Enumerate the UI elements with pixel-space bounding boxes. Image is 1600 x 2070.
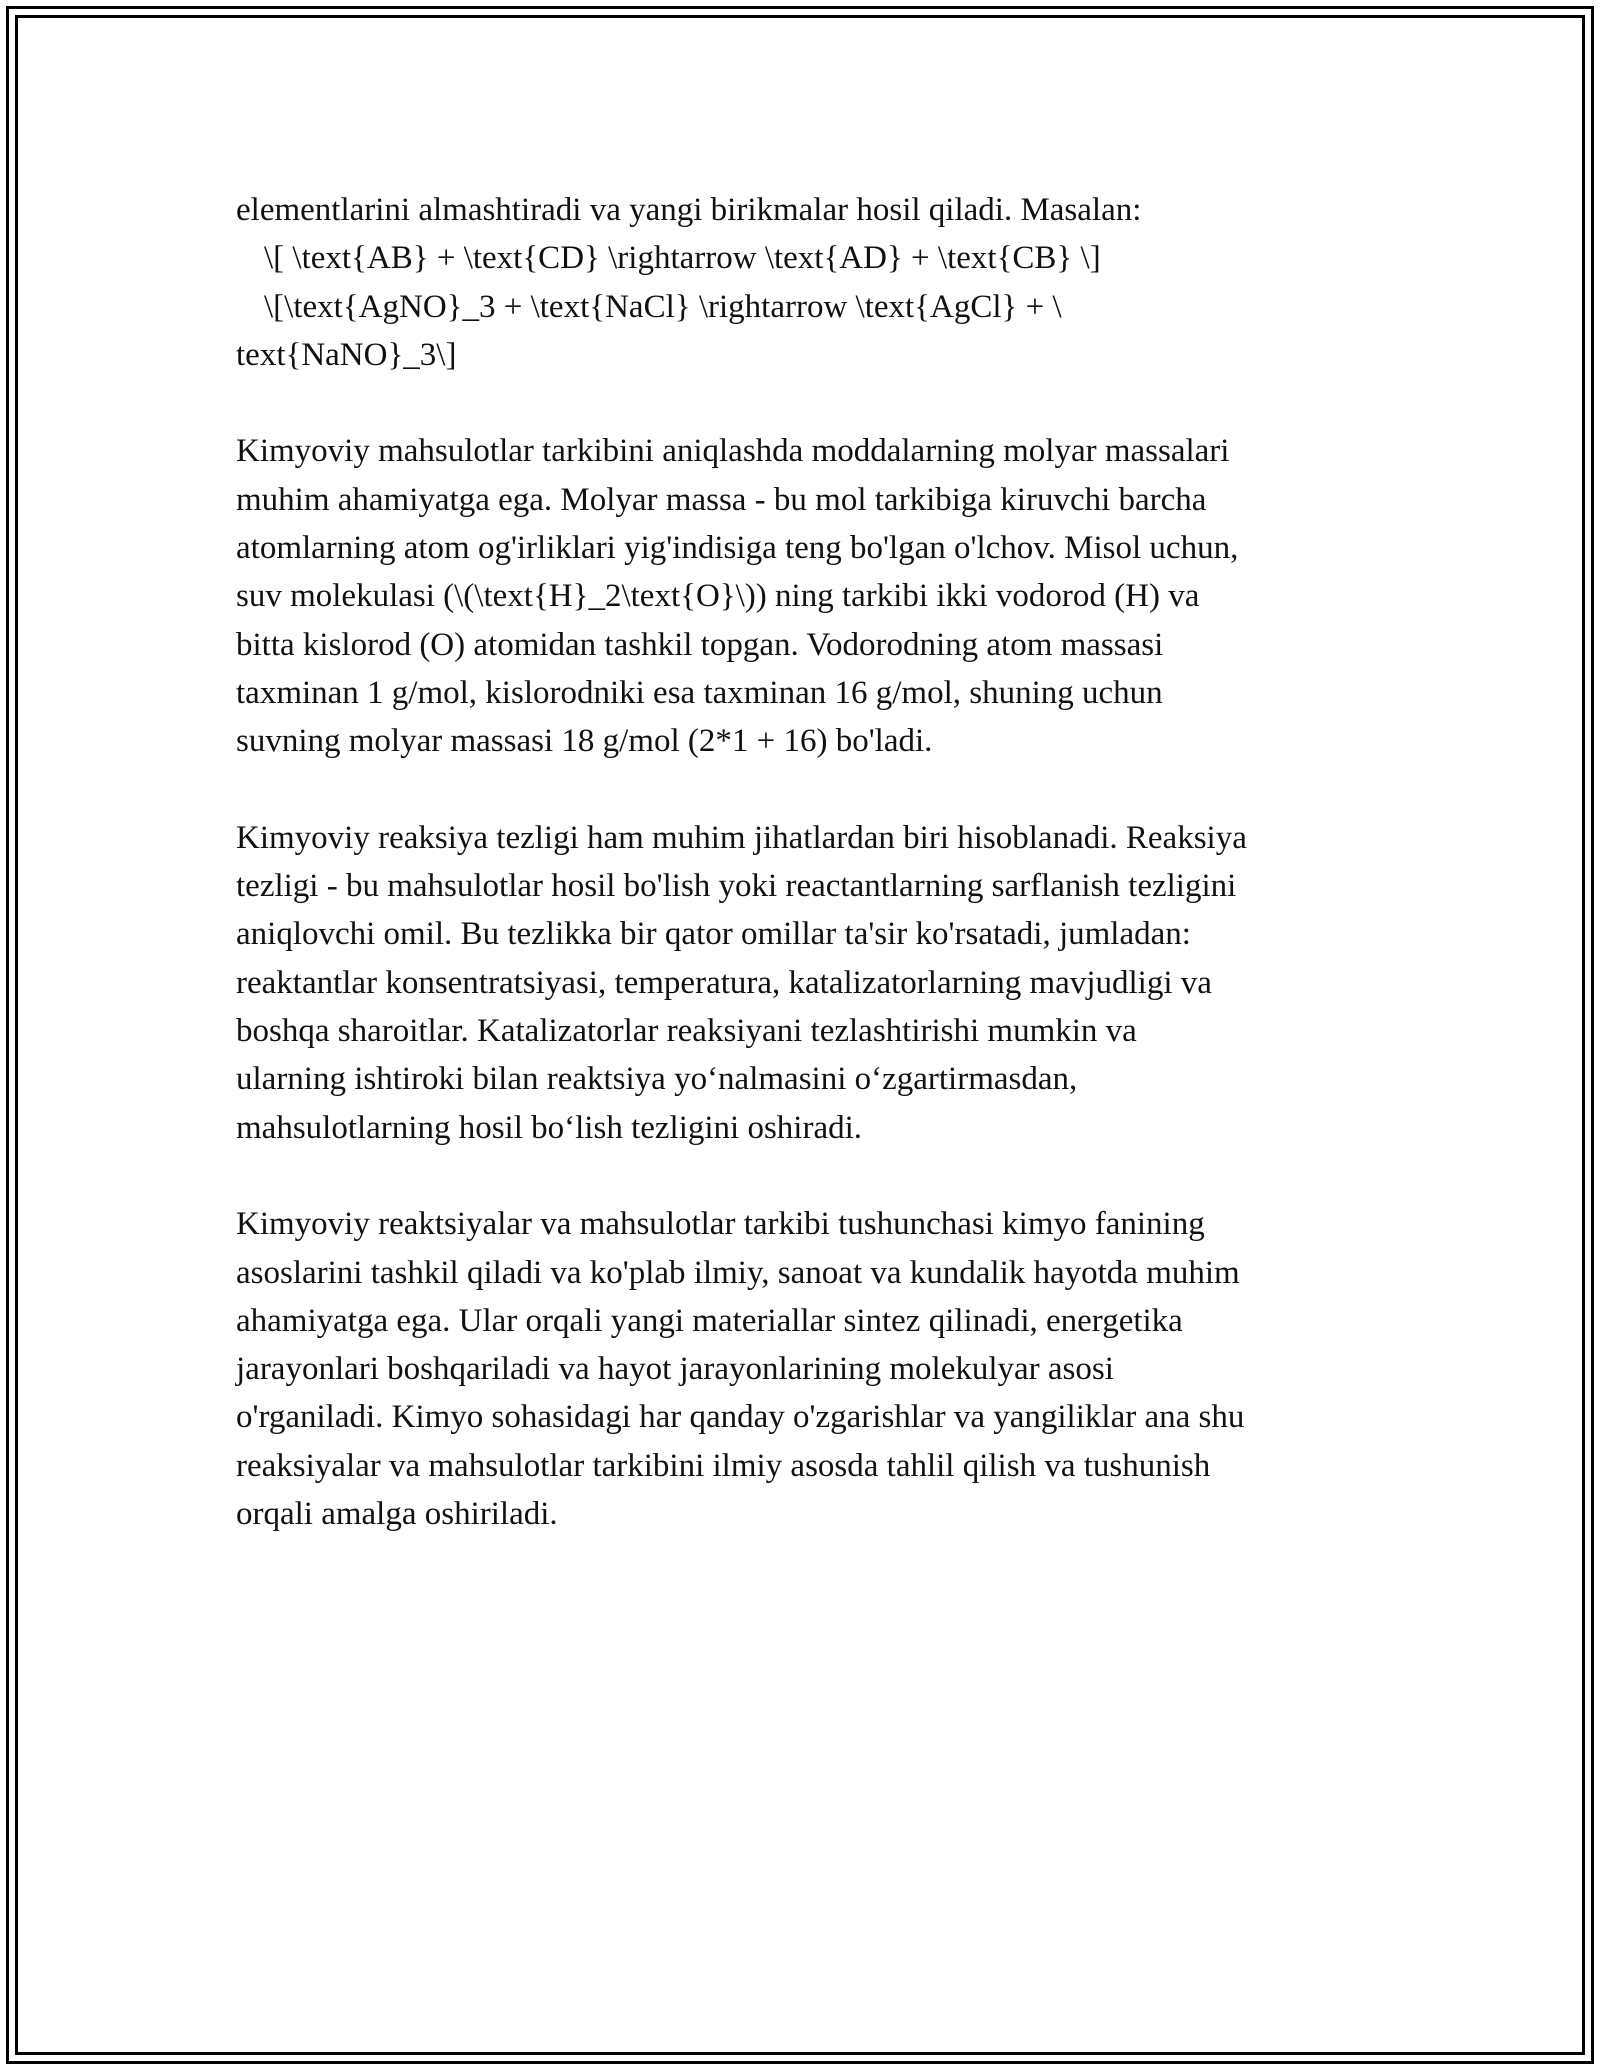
text-line: mahsulotlarning hosil bo‘lish tezligini oshiradi.	[236, 1109, 863, 1146]
text-line: Kimyoviy reaksiya tezligi ham muhim jihatlardan biri hisoblanadi. Reaksiya	[236, 819, 1247, 856]
text-line: boshqa sharoitlar. Katalizatorlar reaksiyani tezlashtirishi mumkin va	[236, 1013, 1137, 1050]
equation-line: \[ \text{AB} + \text{CD} \rightarrow \text{AD} + \text{CB} \]	[264, 240, 1101, 277]
text-line: atomlarning atom og'irliklari yig'indisiga teng bo'lgan o'lchov. Misol uchun,	[236, 530, 1239, 567]
document-body	[236, 186, 1366, 1587]
text-line: jarayonlari boshqariladi va hayot jarayonlarining molekulyar asosi	[236, 1351, 1114, 1388]
text-line: Kimyoviy reaktsiyalar va mahsulotlar tarkibi tushunchasi kimyo fanining	[236, 1206, 1205, 1243]
text-line: asoslarini tashkil qiladi va ko'plab ilmiy, sanoat va kundalik hayotda muhim	[236, 1254, 1240, 1291]
paragraph-molar-mass	[236, 427, 1366, 765]
paragraph-conclusion	[236, 1200, 1366, 1538]
text-line: tezligi - bu mahsulotlar hosil bo'lish yoki reactantlarning sarflanish tezligini	[236, 868, 1237, 905]
text-line: ahamiyatga ega. Ular orqali yangi materiallar sintez qilinadi, energetika	[236, 1302, 1183, 1339]
text-line: orqali amalga oshiriladi.	[236, 1496, 558, 1533]
intro-paragraph	[236, 186, 1366, 379]
text-line: elementlarini almashtiradi va yangi birikmalar hosil qiladi. Masalan:	[236, 192, 1142, 228]
paragraph-reaction-rate	[236, 814, 1366, 1152]
text-line: o'rganiladi. Kimyo sohasidagi har qanday o'zgarishlar va yangiliklar ana shu	[236, 1399, 1245, 1436]
text-line: taxminan 1 g/mol, kislorodniki esa taxminan 16 g/mol, shuning uchun	[236, 674, 1163, 711]
text-line: aniqlovchi omil. Bu tezlikka bir qator omillar ta'sir ko'rsatadi, jumladan:	[236, 916, 1191, 953]
text-line: bitta kislorod (O) atomidan tashkil topgan. Vodorodning atom massasi	[236, 626, 1164, 663]
text-line: Kimyoviy mahsulotlar tarkibini aniqlashda moddalarning molyar massalari	[236, 433, 1230, 470]
text-line: suvning molyar massasi 18 g/mol (2*1 + 16) bo'ladi.	[236, 723, 933, 760]
text-line: suv molekulasi (\(\text{H}_2\text{O}\)) ning tarkibi ikki vodorod (H) va	[236, 578, 1200, 615]
text-line: muhim ahamiyatga ega. Molyar massa - bu mol tarkibiga kiruvchi barcha	[236, 481, 1207, 518]
text-line: ularning ishtiroki bilan reaktsiya yo‘nalmasini o‘zgartirmasdan,	[236, 1061, 1078, 1098]
text-line: reaksiyalar va mahsulotlar tarkibini ilmiy asosda tahlil qilish va tushunish	[236, 1447, 1211, 1484]
equation-line: \[\text{AgNO}_3 + \text{NaCl} \rightarrow \text{AgCl} + \	[264, 288, 1062, 325]
text-line: reaktantlar konsentratsiyasi, temperatura, katalizatorlarning mavjudligi va	[236, 964, 1212, 1001]
equation-line: text{NaNO}_3\]	[236, 336, 457, 373]
